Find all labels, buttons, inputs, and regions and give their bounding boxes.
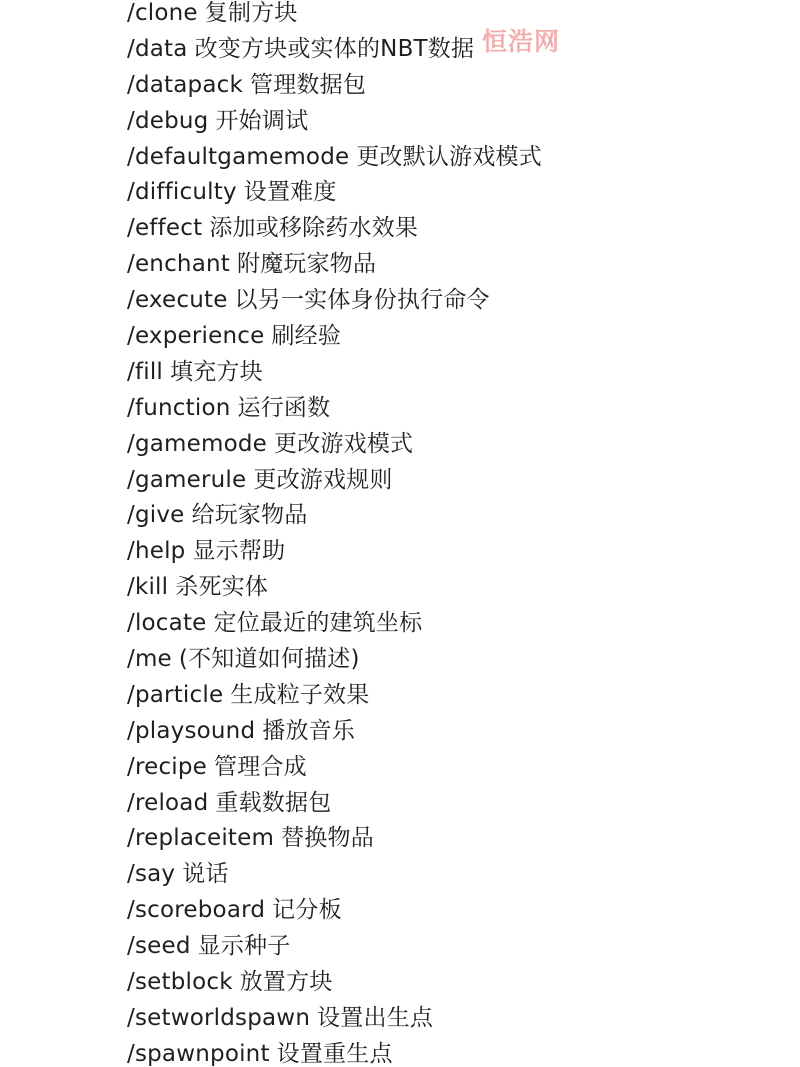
command-row: [127, 498, 542, 534]
command-row: [127, 821, 542, 857]
command-row: [127, 175, 542, 211]
command-row: [127, 140, 542, 176]
command-description: 设置难度: [243, 179, 337, 206]
command-description: 显示帮助: [192, 538, 286, 565]
command-row: [127, 247, 542, 283]
command-row: [127, 1037, 542, 1067]
command-description: 改变方块或实体的NBT数据: [194, 35, 475, 62]
command-row: [127, 463, 542, 499]
command-description: 播放音乐: [262, 717, 356, 744]
command-row: [127, 427, 542, 463]
command-description: 杀死实体: [175, 574, 269, 601]
command-description: 刷经验: [271, 323, 342, 350]
command-description: 记分板: [272, 897, 342, 924]
command-name: /say: [127, 861, 176, 888]
command-list: [127, 0, 542, 1067]
command-description: 开始调试: [215, 107, 309, 134]
command-description: 设置出生点: [317, 1004, 434, 1031]
command-name: /effect: [127, 215, 203, 242]
command-description: 复制方块: [204, 0, 298, 26]
command-name: /setworldspawn: [127, 1004, 311, 1031]
command-name: /locate: [127, 610, 207, 637]
command-description: 说话: [182, 861, 229, 888]
command-description: 运行函数: [237, 394, 331, 421]
command-name: /data: [127, 35, 188, 62]
command-name: /spawnpoint: [127, 1040, 270, 1067]
command-row: [127, 68, 542, 104]
command-name: /particle: [127, 681, 224, 708]
command-name: /defaultgamemode: [127, 143, 350, 170]
command-description: 管理合成: [214, 753, 307, 780]
command-name: /kill: [127, 574, 169, 601]
command-row: [127, 355, 542, 391]
command-name: /gamerule: [127, 466, 247, 493]
command-description: 更改游戏模式: [274, 430, 414, 457]
command-row: [127, 714, 542, 750]
command-name: /replaceitem: [127, 825, 275, 852]
command-description: 生成粒子效果: [230, 681, 370, 708]
command-name: /playsound: [127, 717, 256, 744]
command-row: [127, 0, 542, 32]
command-row: [127, 642, 542, 678]
command-name: /gamemode: [127, 430, 268, 457]
command-row: [127, 606, 542, 642]
command-row: [127, 893, 542, 929]
command-row: [127, 319, 542, 355]
command-name: /give: [127, 502, 185, 529]
command-name: /scoreboard: [127, 897, 266, 924]
command-description: 设置重生点: [276, 1040, 393, 1067]
command-description: (不知道如何描述): [178, 646, 360, 673]
command-row: [127, 570, 542, 606]
command-name: /datapack: [127, 71, 244, 98]
command-row: [127, 211, 542, 247]
command-row: [127, 1001, 542, 1037]
command-description: 给玩家物品: [191, 502, 308, 529]
command-name: /difficulty: [127, 179, 237, 206]
command-name: /execute: [127, 287, 228, 314]
command-row: [127, 32, 542, 68]
command-row: [127, 391, 542, 427]
command-description: 以另一实体身份执行命令: [234, 287, 490, 314]
command-name: /me: [127, 646, 172, 673]
command-row: [127, 678, 542, 714]
command-name: /clone: [127, 0, 198, 26]
command-row: [127, 104, 542, 140]
command-description: 管理数据包: [250, 71, 367, 98]
command-name: /reload: [127, 789, 209, 816]
command-row: [127, 283, 542, 319]
command-row: [127, 965, 542, 1001]
command-name: /setblock: [127, 969, 233, 996]
command-name: /help: [127, 538, 186, 565]
command-name: /experience: [127, 323, 265, 350]
command-description: 放置方块: [239, 969, 333, 996]
command-description: 附魔玩家物品: [237, 251, 377, 278]
command-name: /debug: [127, 107, 209, 134]
command-row: [127, 929, 542, 965]
command-description: 填充方块: [170, 358, 263, 385]
command-description: 定位最近的建筑坐标: [213, 610, 423, 637]
command-name: /enchant: [127, 251, 230, 278]
command-row: [127, 786, 542, 822]
command-row: [127, 750, 542, 786]
command-description: 显示种子: [197, 933, 291, 960]
command-row: [127, 534, 542, 570]
command-description: 添加或移除药水效果: [209, 215, 419, 242]
command-name: /seed: [127, 933, 191, 960]
watermark-logo: 恒浩网: [482, 27, 561, 56]
command-description: 替换物品: [281, 825, 374, 852]
command-name: /fill: [127, 358, 164, 385]
command-description: 更改游戏规则: [253, 466, 393, 493]
command-description: 重载数据包: [215, 789, 332, 816]
command-name: /function: [127, 394, 231, 421]
command-row: [127, 857, 542, 893]
command-name: /recipe: [127, 753, 208, 780]
command-description: 更改默认游戏模式: [356, 143, 542, 170]
